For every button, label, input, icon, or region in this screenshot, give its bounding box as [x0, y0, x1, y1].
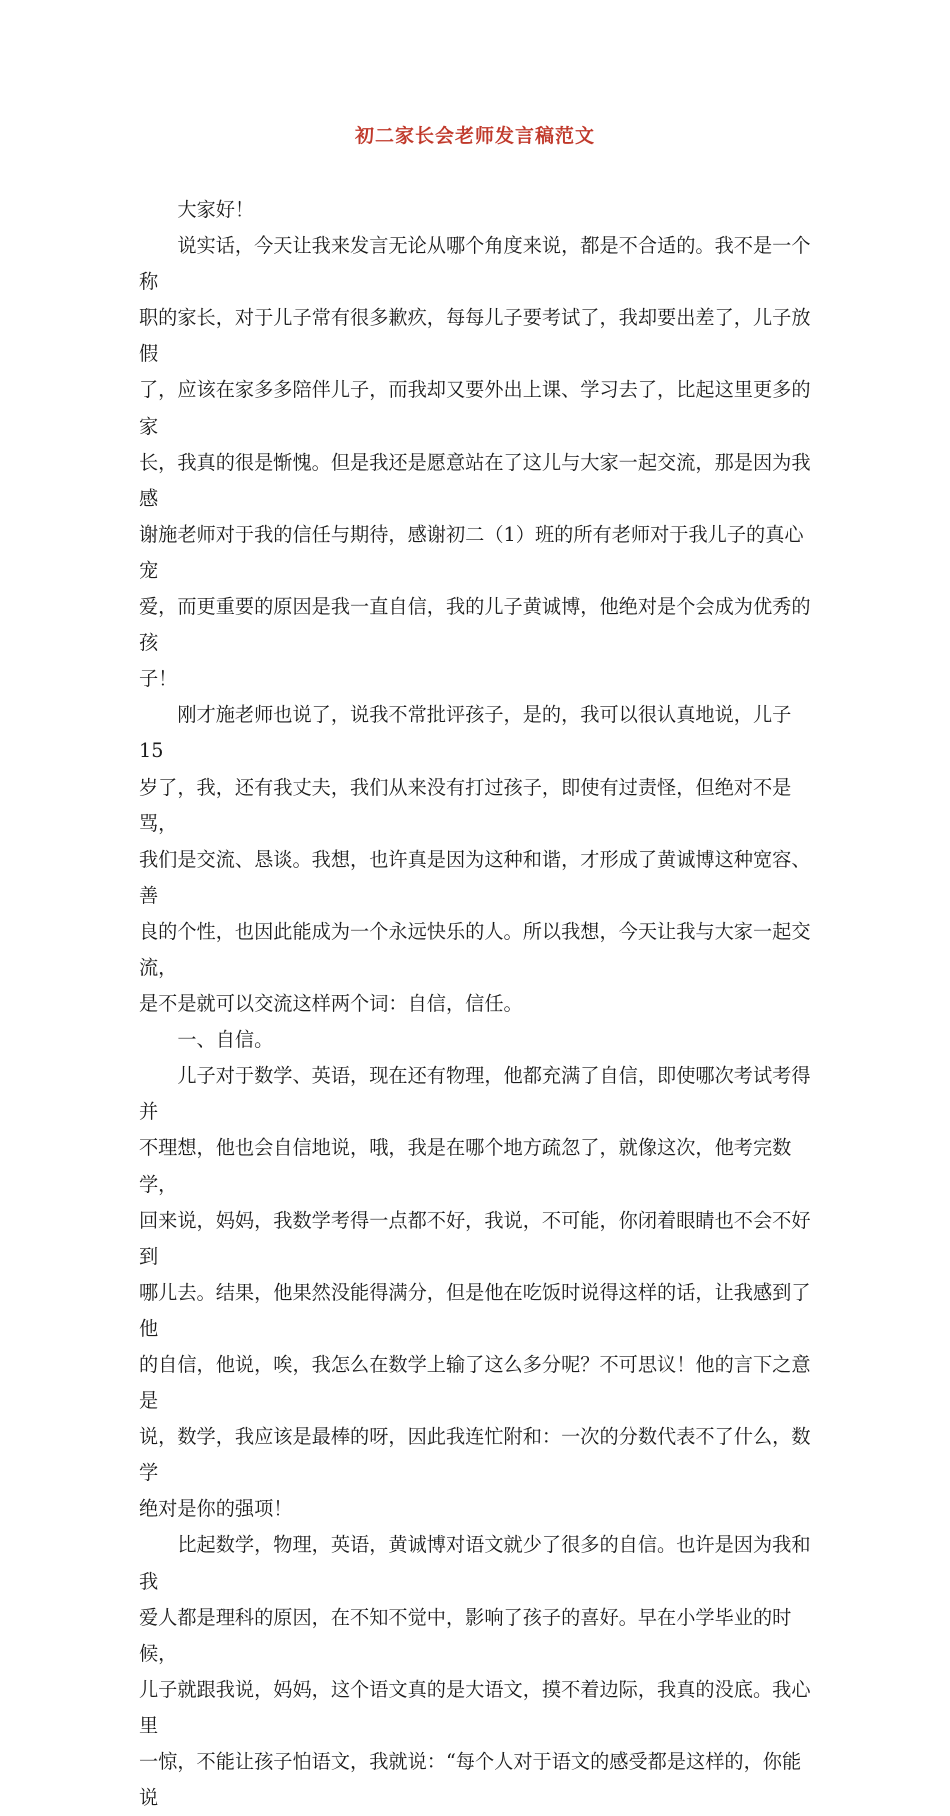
paragraph-no-criticism: 刚才施老师也说了，说我不常批评孩子，是的，我可以很认真地说，儿子 15 岁了，我，还有我丈夫，我们从来没有打过孩子，即使有过责怪，但绝对不是骂， 我们是交流、恳谈。我想，也许真是因为这种和谐，才形成了黄诚博这种宽容、善 良的个性，也因此能成为一个永远快乐的人。所以我想，今天让我与大家一起交流， 是不是就可以交流这样两个词：自信，信任。 — [139, 703, 811, 1016]
paragraph-math-confidence: 儿子对于数学、英语，现在还有物理，他都充满了自信，即使哪次考试考得并 不理想，他也会自信地说，哦，我是在哪个地方疏忽了，就像这次，他考完数学， 回来说，妈妈，我数学考得一点都不好，我说，不可能，你闭着眼睛也不会不好到 哪儿去。结果，他果然没能得满分，但是他在吃饭时说得这样的话，让我感到了他 的自信，他说，唉，我怎么在数学上输了这么多分呢？不可思议！他的言下之意是 说，数学，我应该是最棒的呀，因此我连忙附和：一次的分数代表不了什么，数学 绝对是你的强项！ — [139, 1064, 811, 1521]
document-title: 初二家长会老师发言稿范文 — [354, 125, 595, 147]
paragraph-chinese-subject: 比起数学，物理，英语，黄诚博对语文就少了很多的自信。也许是因为我和我 爱人都是理科的原因，在不知不觉中，影响了孩子的喜好。早在小学毕业的时候， 儿子就跟我说，妈妈，这个语文真的是大语文，摸不着边际，我真的没底。我心里 一惊，不能让孩子怕语文，我就说：“每个人对于语文的感受都是这样的，你能说 — [139, 1533, 811, 1810]
paragraph-greeting: 大家好！ — [139, 198, 255, 221]
paragraph-intro: 说实话，今天让我来发言无论从哪个角度来说，都是不合适的。我不是一个称 职的家长，对于儿子常有很多歉疚，每每儿子要考试了，我却要出差了，儿子放假 了，应该在家多多陪伴儿子，而我却又要外出上课、学习去了，比起这里更多的家 长，我真的很是惭愧。但是我还是愿意站在了这儿与大家一起交流，那是因为我感 谢施老师对于我的信任与期待，感谢初二（1）班的所有老师对于我儿子的真心宠 爱，而更重要的原因是我一直自信，我的儿子黄诚博，他绝对是个会成为优秀的孩 子！ — [139, 234, 811, 691]
section-heading-confidence: 一、自信。 — [139, 1028, 274, 1052]
document-body — [139, 192, 817, 1816]
